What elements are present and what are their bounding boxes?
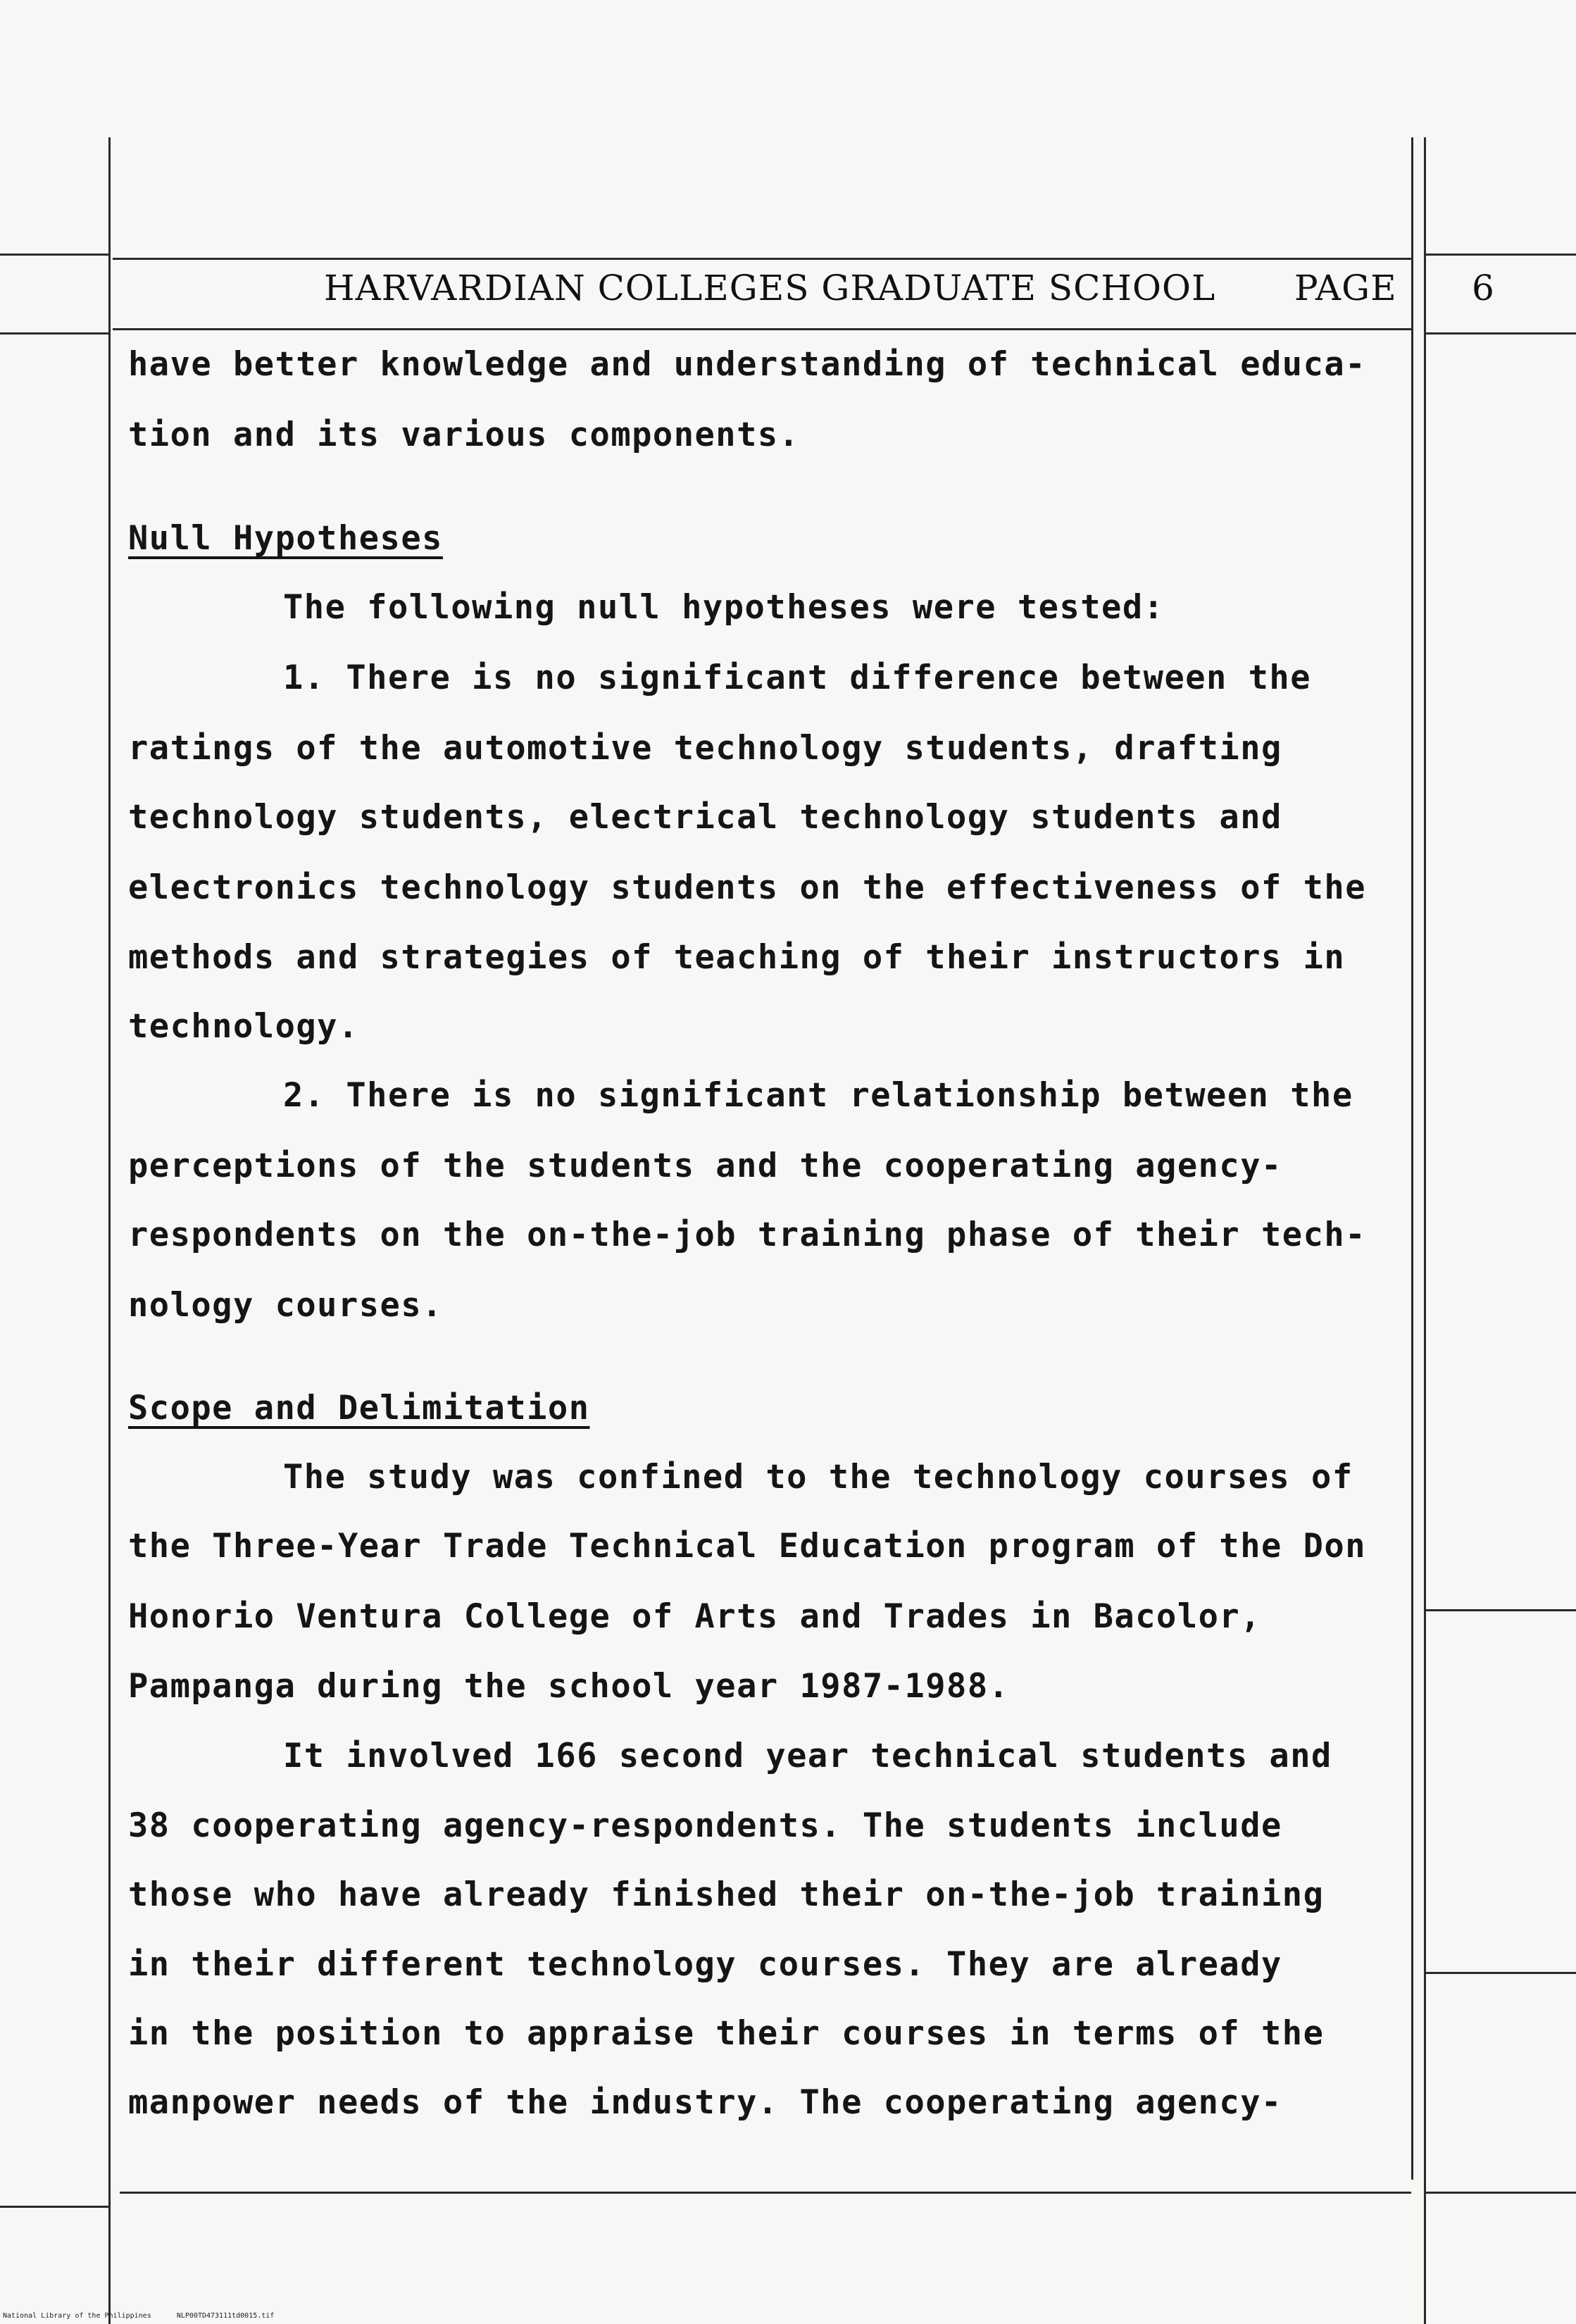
- header-bottom-rule: [0, 332, 108, 335]
- body-line: nology courses.: [128, 1286, 443, 1325]
- header-bottom-rule-inner: [113, 328, 1411, 330]
- right-stub-rule-4: [1424, 1972, 1576, 1974]
- section-heading-null-hypotheses: Null Hypotheses: [128, 519, 443, 558]
- body-line: Pampanga during the school year 1987-1988.: [128, 1667, 1010, 1706]
- footer-rule-right: [1424, 2192, 1576, 2194]
- body-line: electronics technology students on the effectiveness of the: [128, 868, 1366, 907]
- footer-rule-left: [0, 2206, 108, 2208]
- left-margin-rule: [108, 137, 111, 2324]
- inner-right-rule: [1411, 137, 1413, 2180]
- right-stub-rule-2: [1424, 332, 1576, 335]
- outer-right-rule: [1424, 137, 1426, 2324]
- body-line: 38 cooperating agency-respondents. The students include: [128, 1806, 1282, 1845]
- body-line: technology.: [128, 1007, 359, 1046]
- section-heading-scope: Scope and Delimitation: [128, 1389, 590, 1427]
- body-line: respondents on the on-the-job training phase of their tech-: [128, 1216, 1366, 1254]
- right-stub-rule-1: [1424, 254, 1576, 256]
- footer-file: NLP00TD473111td0015.tif: [176, 2312, 275, 2320]
- body-line: in their different technology courses. They are already: [128, 1945, 1282, 1984]
- body-line: technology students, electrical technology students and: [128, 798, 1282, 837]
- body-line: have better knowledge and understanding of technical educa-: [128, 345, 1366, 384]
- right-stub-rule-3: [1424, 1609, 1576, 1611]
- footer-rule: [120, 2192, 1411, 2194]
- hypothesis-1: 1. There is no significant difference between the: [283, 658, 1312, 697]
- hypothesis-2: 2. There is no significant relationship between the: [283, 1076, 1353, 1115]
- body-line: tion and its various components.: [128, 416, 800, 454]
- body-line: ratings of the automotive technology students, drafting: [128, 729, 1282, 768]
- scan-footer: [3, 2312, 274, 2320]
- page-number: 6: [1472, 268, 1495, 308]
- body-line: methods and strategies of teaching of their instructors in: [128, 938, 1346, 977]
- header-top-rule: [0, 254, 108, 256]
- body-line: The study was confined to the technology courses of: [283, 1458, 1353, 1497]
- body-line: perceptions of the students and the cooperating agency-: [128, 1147, 1282, 1185]
- body-line: manpower needs of the industry. The cooperating agency-: [128, 2083, 1282, 2122]
- page-label: PAGE: [1294, 268, 1397, 308]
- school-name: HARVARDIAN COLLEGES GRADUATE SCHOOL: [324, 268, 1216, 308]
- body-line: the Three-Year Trade Technical Education program of the Don: [128, 1527, 1366, 1566]
- body-line: those who have already finished their on-the-job training: [128, 1875, 1325, 1914]
- body-line: Honorio Ventura College of Arts and Trades in Bacolor,: [128, 1597, 1262, 1636]
- body-line: in the position to appraise their courses in terms of the: [128, 2014, 1325, 2053]
- body-line: The following null hypotheses were tested:: [283, 588, 1165, 627]
- footer-library: National Library of the Philippines: [3, 2312, 151, 2320]
- body-line: It involved 166 second year technical students and: [283, 1737, 1332, 1775]
- header-top-rule-inner: [113, 258, 1411, 260]
